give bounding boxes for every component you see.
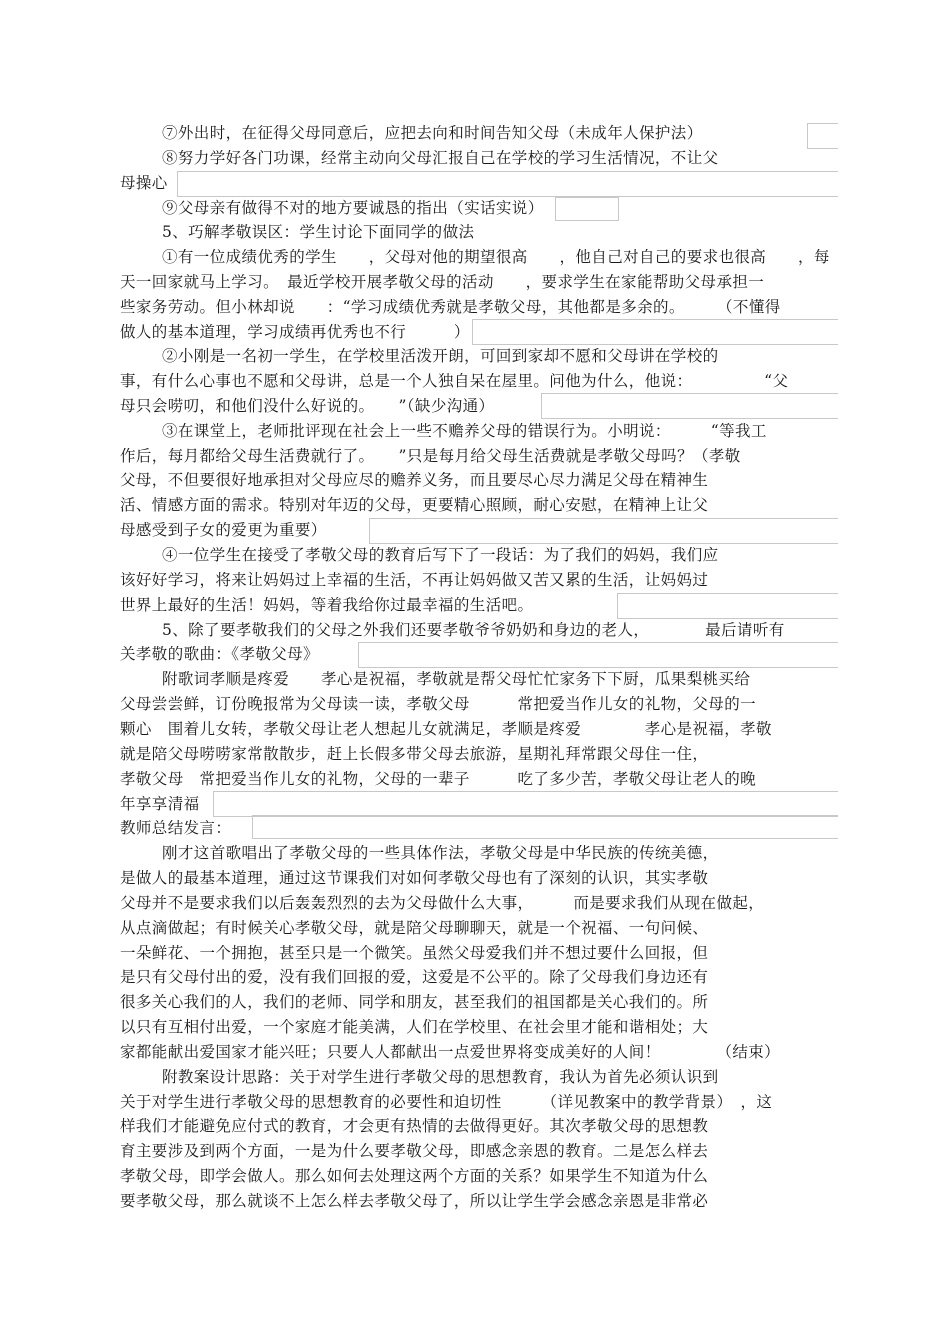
rule-box	[369, 518, 838, 544]
text-line: 以只有互相付出爱，一个家庭才能美满，人们在学校里、在社会里才能和谐相处；大	[120, 1018, 709, 1036]
text-line: 刚才这首歌唱出了孝敬父母的一些具体作法，孝敬父母是中华民族的传统美德，	[162, 844, 719, 862]
rule-box	[617, 593, 838, 619]
text-line: 就是陪父母唠唠家常散散步，赶上长假多带父母去旅游，星期礼拜常跟父母住一住，	[120, 745, 709, 763]
text-line: ①有一位成绩优秀的学生 ，父母对他的期望很高 ，他自己对自己的要求也很高 ，每	[162, 248, 830, 266]
rule-box	[472, 319, 838, 345]
text-line: 做人的基本道理，学习成绩再优秀也不行 ）	[120, 323, 470, 341]
text-line: 年享享清福	[120, 795, 200, 813]
text-line: ⑦外出时，在征得父母同意后，应把去向和时间告知父母（未成年人保护法）	[162, 124, 703, 142]
rule-box	[177, 171, 838, 197]
text-line: ⑨父母亲有做得不对的地方要诚恳的指出（实话实说）	[162, 199, 544, 217]
text-line: 事，有什么心事也不愿和父母讲，总是一个人独自呆在屋里。问他为什么，他说： “父	[120, 372, 789, 390]
text-line: 天一回家就马上学习。 最近学校开展孝敬父母的活动 ，要求学生在家能帮助父母承担一	[120, 273, 765, 291]
text-line: 附教案设计思路：关于对学生进行孝敬父母的思想教育，我认为首先必须认识到	[162, 1068, 719, 1086]
text-line: 父母，不但要很好地承担对父母应尽的赡养义务，而且要尽心尽力满足父母在精神生	[120, 471, 709, 489]
text-line: 关于对学生进行孝敬父母的思想教育的必要性和迫切性 （详见教案中的教学背景） ，这	[120, 1093, 773, 1111]
text-line: ⑧努力学好各门功课，经常主动向父母汇报自己在学校的学习生活情况，不让父	[162, 149, 719, 167]
text-line: 孝敬父母，即学会做人。那么如何去处理这两个方面的关系？如果学生不知道为什么	[120, 1167, 709, 1185]
rule-box	[541, 393, 838, 419]
text-line: 关孝敬的歌曲：《孝敬父母》	[120, 645, 319, 663]
rule-box	[555, 197, 619, 221]
text-line: 父母并不是要求我们以后轰轰烈烈的去为父母做什么大事， 而是要求我们从现在做起，	[120, 894, 765, 912]
text-line: 世界上最好的生活！妈妈，等着我给你过最幸福的生活吧。	[120, 596, 534, 614]
text-line: 要孝敬父母，那么就谈不上怎么样去孝敬父母了，所以让学生学会感念亲恩是非常必	[120, 1192, 709, 1210]
text-line: 是只有父母付出的爱，没有我们回报的爱，这爱是不公平的。除了父母我们身边还有	[120, 968, 709, 986]
text-line: 活、情感方面的需求。特别对年迈的父母，更要精心照顾，耐心安慰，在精神上让父	[120, 496, 709, 514]
text-line: ③在课堂上，老师批评现在社会上一些不赡养父母的错误行为。小明说： “等我工	[162, 422, 767, 440]
text-line: 一朵鲜花、一个拥抱，甚至只是一个微笑。虽然父母爱我们并不想过要什么回报，但	[120, 944, 709, 962]
text-line: 母只会唠叨，和他们没什么好说的。 ”（缺少沟通）	[120, 397, 495, 415]
text-line: 些家务劳动。但小林却说 ：“学习成绩优秀就是孝敬父母，其他都是多余的。 （不懂得	[120, 298, 781, 316]
rule-box	[807, 123, 838, 149]
rule-box	[213, 791, 838, 817]
rule-box	[358, 642, 838, 668]
text-line: 附歌词孝顺是疼爱 孝心是祝福，孝敬就是帮父母忙忙家务下下厨，瓜果梨桃买给	[162, 670, 751, 688]
text-line: 父母尝尝鲜，订份晚报常为父母读一读，孝敬父母 常把爱当作儿女的礼物，父母的一	[120, 695, 757, 713]
text-line: 母感受到子女的爱更为重要）	[120, 521, 327, 539]
text-line: 作后，每月都给父母生活费就行了。 ”只是每月给父母生活费就是孝敬父母吗？（孝敬	[120, 447, 741, 465]
section-heading: 5、巧解孝敬误区：学生讨论下面同学的做法	[162, 223, 475, 241]
text-line: ②小刚是一名初一学生，在学校里活泼开朗，可回到家却不愿和父母讲在学校的	[162, 347, 719, 365]
text-line: 颗心 围着儿女转，孝敬父母让老人想起儿女就满足，孝顺是疼爱 孝心是祝福，孝敬	[120, 720, 772, 738]
text-line: 母操心	[120, 174, 168, 192]
text-line: 是做人的最基本道理，通过这节课我们对如何孝敬父母也有了深刻的认识，其实孝敬	[120, 869, 709, 887]
section-heading: 5、除了要孝敬我们的父母之外我们还要孝敬爷爷奶奶和身边的老人， 最后请听有	[162, 621, 785, 639]
text-line: 从点滴做起；有时候关心孝敬父母，就是陪父母聊聊天，就是一个祝福、一句问候、	[120, 919, 709, 937]
text-line: 孝敬父母 常把爱当作儿女的礼物，父母的一辈子 吃了多少苦，孝敬父母让老人的晚	[120, 770, 757, 788]
text-line: 很多关心我们的人，我们的老师、同学和朋友，甚至我们的祖国都是关心我们的。所	[120, 993, 709, 1011]
text-line: 样我们才能避免应付式的教育，才会更有热情的去做得更好。其次孝敬父母的思想教	[120, 1117, 709, 1135]
text-line: ④一位学生在接受了孝敬父母的教育后写下了一段话：为了我们的妈妈，我们应	[162, 546, 719, 564]
rule-box	[252, 815, 838, 839]
text-line: 该好好学习，将来让妈妈过上幸福的生活，不再让妈妈做又苦又累的生活，让妈妈过	[120, 571, 709, 589]
text-line: 家都能献出爱国家才能兴旺；只要人人都献出一点爱世界将变成美好的人间！ （结束）	[120, 1043, 781, 1061]
text-line: 育主要涉及到两个方面，一是为什么要孝敬父母，即感念亲恩的教育。二是怎么样去	[120, 1142, 709, 1160]
section-heading: 教师总结发言：	[120, 819, 232, 837]
